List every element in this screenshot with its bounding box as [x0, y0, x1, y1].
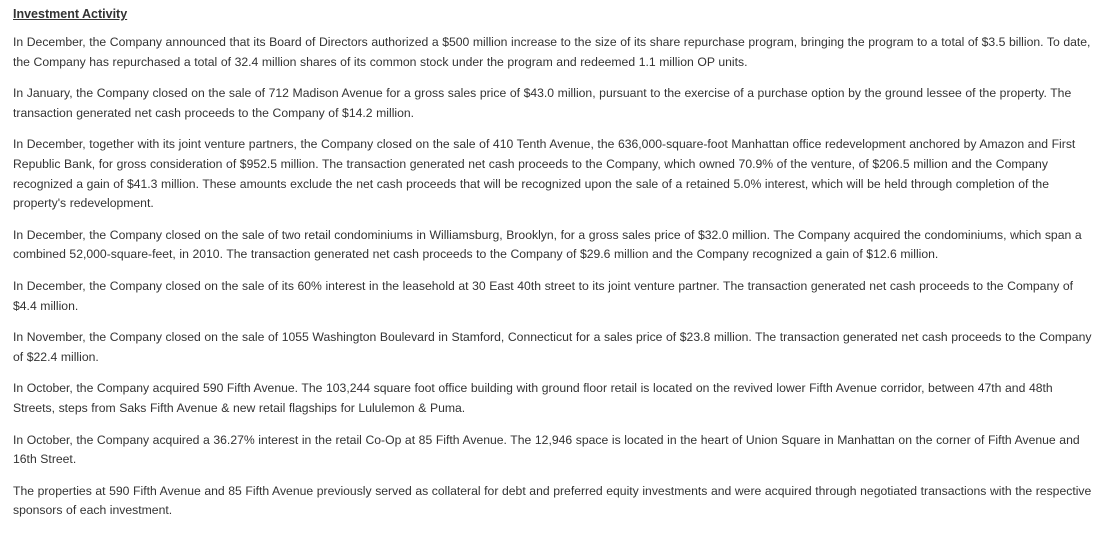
section-heading: Investment Activity [13, 7, 128, 21]
paragraph-30-east-40th-sale: In December, the Company closed on the sale of its 60% interest in the leasehold at 30 East 40th street to its joint venture partner. The transaction generated net cash proceeds to the Company of $4.4 million. [13, 278, 1074, 313]
paragraph-1055-washington-sale: In November, the Company closed on the sale of 1055 Washington Boulevard in Stamford, Connecticut for a sales price of $23.8 million. The transaction generated net cash proceeds to the Company of $22.4 million. [13, 330, 1092, 364]
paragraph-590-fifth-acquisition: In October, the Company acquired 590 Fifth Avenue. The 103,244 square foot office building with ground floor retail is located on the revived lower Fifth Avenue corridor, between 47th and 48th Streets, steps from Saks Fifth Avenue & new retail flagships for Lululemon & Puma. [13, 381, 1053, 415]
paragraph-share-repurchase: In December, the Company announced that its Board of Directors authorized a $500 million increase to the size of its share repurchase program, bringing the program to a total of $3.5 billion. To date, the Company has repurchased a total of 32.4 million shares of its common stock under the program and redeemed 1.1 million OP units. [13, 35, 1091, 69]
paragraph-712-madison-sale: In January, the Company closed on the sale of 712 Madison Avenue for a gross sales price of $43.0 million, pursuant to the exercise of a purchase option by the ground lessee of the property. The transaction generated net cash proceeds to the Company of $14.2 million. [13, 86, 1072, 120]
paragraph-williamsburg-sale: In December, the Company closed on the sale of two retail condominiums in Williamsburg, Brooklyn, for a gross sales price of $32.0 million. The Company acquired the condominiums, which span a combined 52,000-square-feet, in 2010. The transaction generated net cash proceeds to the Company of $29.6 million and the Company recognized a gain of $12.6 million. [13, 227, 1082, 262]
paragraph-410-tenth-sale: In December, together with its joint venture partners, the Company closed on the sale of 410 Tenth Avenue, the 636,000-square-foot Manhattan office redevelopment anchored by Amazon and First Republic Bank, for gross consideration of $952.5 million. The transaction generated net cash proceeds to the Company, which owned 70.9% of the venture, of $206.5 million and the Company recognized a gain of $41.3 million. These amounts exclude the net cash proceeds that will be recognized upon the sale of a retained 5.0% interest, which will be held through completion of the property's redevelopment. [13, 137, 1076, 211]
paragraph-85-fifth-acquisition: In October, the Company acquired a 36.27% interest in the retail Co-Op at 85 Fifth Avenue. The 12,946 space is located in the heart of Union Square in Manhattan on the corner of Fifth Avenue and 16th Street. [13, 432, 1080, 467]
paragraph-collateral-note: The properties at 590 Fifth Avenue and 85 Fifth Avenue previously served as collateral for debt and preferred equity investments and were acquired through negotiated transactions with the respective sponsors of each investment. [13, 483, 1092, 518]
